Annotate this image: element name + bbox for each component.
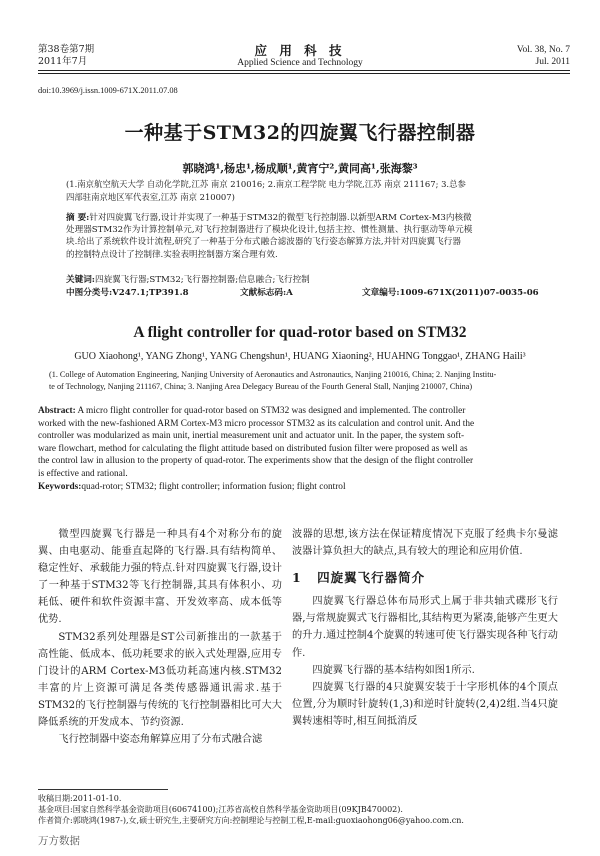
abstract-en: [38, 405, 570, 493]
footnote-fund: 基金项目:国家自然科学基金资助项目(60674100);江苏省高校自然科学基金资助项目(09KJB470002).: [38, 805, 403, 814]
authors-zh: 郭晓鸿¹,杨忠¹,杨成顺¹,黄宵宁²,黄同高¹,张海黎³: [182, 162, 418, 175]
date-zh: 2011年7月: [38, 56, 88, 67]
journal-name-zh: 应 用 科 技: [254, 43, 346, 58]
page-title-zh: 一种基于STM32的四旋翼飞行器控制器: [124, 122, 476, 144]
affiliation-en-line1: (1. College of Automation Engineering, Nanjing University of Aeronautics and Astronautics, Nanjing 210016, China; 2. Nanjing Institu-: [49, 370, 497, 379]
footnote-received: 收稿日期:2011-01-10.: [38, 794, 122, 803]
footnote-author: 作者简介:郭晓鸿(1987-),女,硕士研究生,主要研究方向:控制理论与控制工程,E-mail:guoxiaohong06@yahoo.com.cn.: [38, 816, 464, 825]
body-paragraph: 波器的思想,该方法在保证精度情况下克服了经典卡尔曼滤波器计算负担大的缺点,具有较大的理论和应用价值.: [292, 529, 558, 558]
document-code: 文献标志码:A: [240, 288, 293, 298]
section-heading: [292, 569, 558, 586]
abstract-en-label: Abstract:: [38, 406, 76, 416]
abstract-zh-label: 摘 要:: [66, 213, 90, 223]
clc-number: 中图分类号:V247.1;TP391.8: [66, 288, 189, 298]
section-title: 四旋翼飞行器简介: [317, 570, 426, 586]
authors-en: GUO Xiaohong¹, YANG Zhong¹, YANG Chengshun¹, HUANG Xiaoning², HUAHNG Tonggao¹, ZHANG Haili³: [74, 351, 526, 362]
date-en: Jul. 2011: [535, 57, 570, 67]
keywords-en-text: quad-rotor; STM32; flight controller; information fusion; flight control: [81, 481, 346, 492]
body-paragraph: 四旋翼飞行器的基本结构如图1所示.: [312, 664, 475, 676]
body-paragraph: 微型四旋翼飞行器是一种具有4个对称分布的旋翼、由电驱动、能垂直起降的飞行器.具有结构简单、稳定性好、承载能力强的特点.针对四旋翼飞行器,设计了一种基于STM32等飞行控制器,其具有体积小、功耗低、硬件和软件资源丰富、开发效率高、成本低等优势.: [38, 529, 282, 626]
affiliation-zh-line2: 四部驻南京地区军代表室,江苏 南京 210007): [66, 192, 235, 202]
abstract-zh: [66, 212, 566, 261]
abstract-en-line5: the control law in allusion to the property of quad-rotor. The experiments show that the design of the flight controller: [38, 456, 474, 467]
keywords-zh-text: 四旋翼飞行器;STM32;飞行器控制器;信息融合;飞行控制: [94, 275, 310, 285]
section-number: 1: [292, 570, 301, 586]
footnote-rule: [38, 789, 168, 790]
abstract-en-line3: controller was modularized as main unit, inertial measurement unit and actuator unit. In the paper, the system soft-: [38, 431, 465, 442]
header-rule-top: [38, 70, 570, 71]
keywords-zh-label: 关键词:: [66, 275, 95, 285]
body-paragraph: 四旋翼飞行器的4只旋翼安装于十字形机体的4个顶点位置,分为顺时针旋转(1,3)和逆时针旋转(2,4)2组.当4只旋翼转速相等时,相互间抵消反: [292, 681, 558, 727]
keywords-en-label: Keywords:: [38, 481, 82, 492]
abstract-en-line6: is effective and rational.: [38, 468, 128, 479]
abstract-en-line1: A micro flight controller for quad-rotor based on STM32 was designed and implemented. The controller: [77, 406, 466, 416]
volume-zh: 第38卷第7期: [38, 44, 95, 55]
abstract-zh-line4: 的控制特点设计了控制律.实验表明控制器方案合理有效.: [66, 249, 278, 260]
page-title-en: A flight controller for quad-rotor based on STM32: [133, 324, 467, 341]
journal-name-en: Applied Science and Technology: [237, 58, 363, 68]
body-paragraph: STM32系列处理器是ST公司新推出的一款基于高性能、低成本、低功耗要求的嵌入式处理器,应用专门设计的ARM Cortex-M3低功耗高速内核.STM32丰富的片上资源可满足各类传感器通讯需求.基于STM32的飞行控制器与传统的飞行控制器相比可大大降低系统的开发成本、节约资源.: [38, 631, 282, 729]
right-column: [292, 526, 558, 730]
body-paragraph: 四旋翼飞行器总体布局形式上属于非共轴式碟形飞行器,与常规旋翼式飞行器相比,其结构更为紧凑,能够产生更大的升力.通过控制4个旋翼的转速可使飞行器实现各种飞行动作.: [292, 596, 558, 659]
header-rule-bottom: [38, 73, 570, 74]
abstract-zh-line3: 块.给出了系统软件设计流程,研究了一种基于分布式融合滤波器的飞行姿态解算方法,并针对四旋翼飞行器: [66, 237, 461, 248]
abstract-en-line4: ware flowchart, method for calculating the flight attitude based on distributed fusion filter were proposed as well as: [38, 443, 468, 454]
article-number: 文章编号:1009-671X(2011)07-0035-06: [362, 288, 539, 298]
affiliation-en-line2: te of Technology, Nanjing 211167, China; 3. Nanjing Area Delegacy Bureau of the Fourth General Stall, Nanjing 210007, China): [49, 382, 473, 391]
abstract-zh-line1: 针对四旋翼飞行器,设计并实现了一种基于STM32的微型飞行控制器.以新型ARM Cortex-M3内核微: [89, 213, 472, 223]
keywords-zh: [66, 274, 310, 286]
abstract-zh-line2: 处理器STM32作为计算控制单元,对飞行控制器进行了模块化设计,包括主控、惯性测量、执行驱动等单元模: [66, 225, 473, 236]
watermark: 万方数据: [38, 835, 80, 847]
abstract-en-line2: worked with the new-fashioned ARM Cortex-M3 micro processor STM32 as its calculation and control unit. And the: [38, 418, 475, 429]
doi: doi:10.3969/j.issn.1009-671X.2011.07.08: [38, 86, 178, 95]
volume-en: Vol. 38, No. 7: [516, 45, 570, 55]
body-paragraph: 飞行控制器中姿态角解算应用了分布式融合滤: [58, 734, 263, 746]
affiliation-zh-line1: (1.南京航空航天大学 自动化学院,江苏 南京 210016; 2.南京工程学院 电力学院,江苏 南京 211167; 3.总参: [66, 179, 466, 189]
left-column: [38, 526, 282, 748]
footnote: [38, 793, 570, 826]
